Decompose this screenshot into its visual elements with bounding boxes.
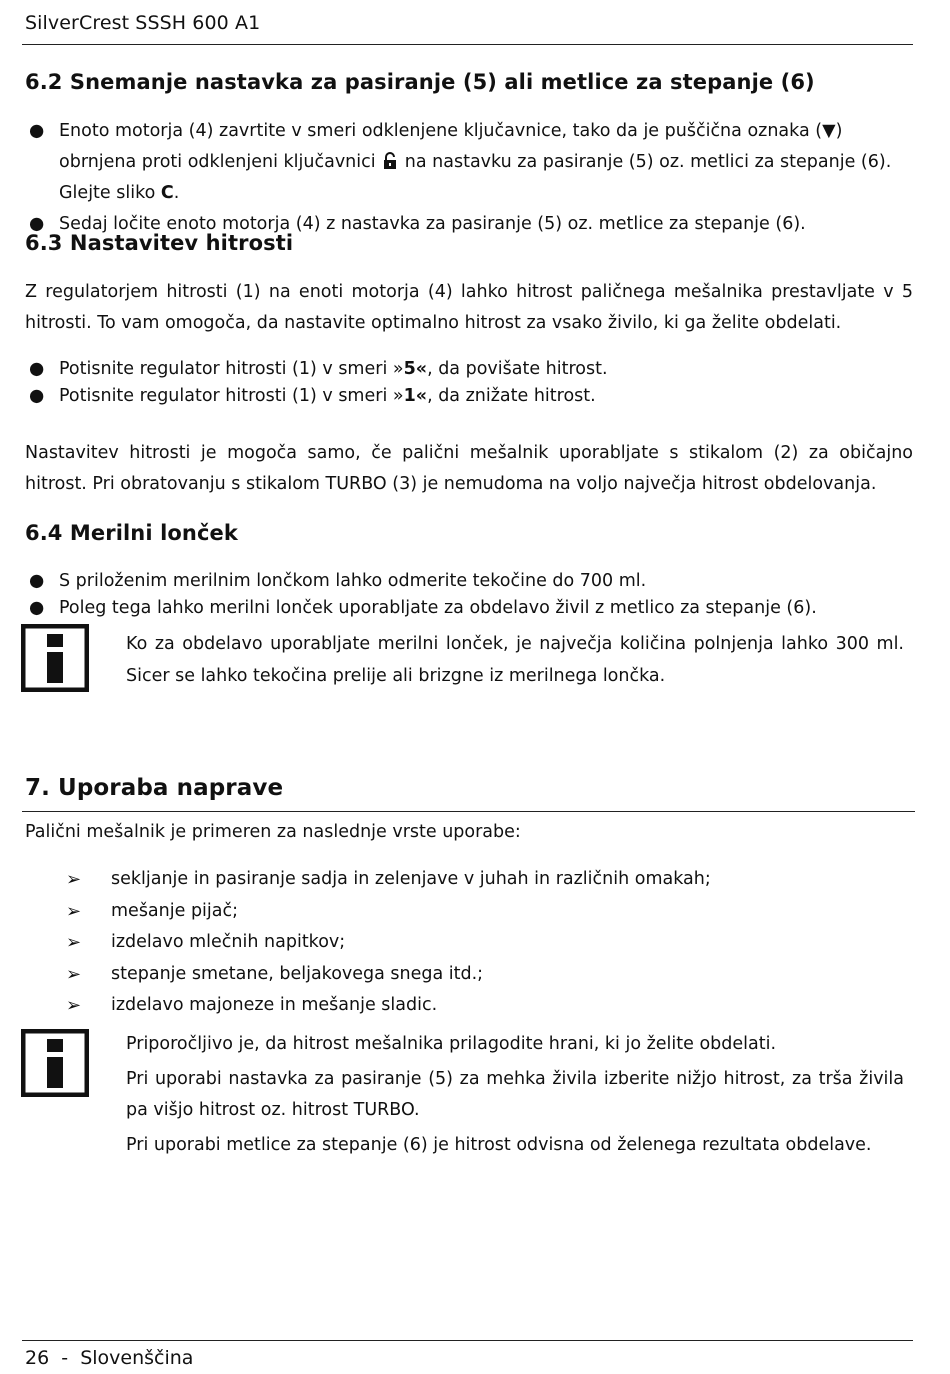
list-item	[25, 116, 913, 209]
bullet-icon: ●	[29, 214, 45, 234]
section-7-intro: Palični mešalnik je primeren za naslednje vrste uporabe:	[25, 822, 521, 842]
page-header-title: SilverCrest SSSH 600 A1	[25, 12, 261, 34]
list-item-text: , da znižate hitrost.	[427, 386, 596, 406]
unlocked-padlock-icon	[383, 152, 397, 169]
section-6-3-list	[25, 356, 913, 410]
list-item	[66, 927, 906, 959]
section-6-3-note: Nastavitev hitrosti je mogoča samo, če palični mešalnik uporabljate s stikalom (2) za običajno hitrost. Pri obratovanju s stikalom TURBO (3) je nemudoma na voljo največja hitrost obdelovanja.	[25, 443, 913, 494]
bullet-icon: ●	[29, 598, 45, 618]
section-6-3-intro: Z regulatorjem hitrosti (1) na enoti motorja (4) lahko hitrost paličnega mešalnika prestavljate v 5 hitrosti. To vam omogoča, da nastavite optimalno hitrost za vsako živilo, ki ga želite obdelati.	[25, 282, 913, 333]
section-6-3-heading: 6.3 Nastavitev hitrosti	[25, 231, 294, 255]
bullet-icon: ●	[29, 571, 45, 591]
arrow-bullet-icon: ➢	[66, 995, 82, 1016]
list-item-text: izdelavo mlečnih napitkov;	[111, 932, 346, 952]
note-text: Pri uporabi metlice za stepanje (6) je hitrost odvisna od želenega rezultata obdelave.	[126, 1134, 872, 1155]
list-item	[25, 595, 913, 622]
section-7-rule	[22, 811, 915, 812]
arrow-mark-icon: ▼	[822, 121, 836, 141]
list-item-text: izdelavo majoneze in mešanje sladic.	[111, 995, 438, 1015]
info-icon	[21, 624, 89, 692]
speed-label: 1«	[403, 386, 428, 406]
arrow-bullet-icon: ➢	[66, 900, 82, 922]
list-item-text: Sedaj ločite enoto motorja (4) z nastavka za pasiranje (5) oz. metlice za stepanje (6).	[59, 214, 806, 234]
list-item-text: Potisnite regulator hitrosti (1) v smeri »	[59, 359, 404, 379]
note-text: Ko za obdelavo uporabljate merilni lonček, je največja količina polnjenja lahko 300 ml. Sicer se lahko tekočina prelije ali brizgne iz merilnega lončka.	[126, 634, 904, 686]
info-icon	[21, 1029, 89, 1097]
list-item-text: S priloženim merilnim lončkom lahko odmerite tekočine do 700 ml.	[59, 571, 647, 591]
footer-rule	[22, 1340, 913, 1341]
list-item-text: sekljanje in pasiranje sadja in zelenjave v juhah in različnih omakah;	[111, 869, 711, 889]
header-rule	[22, 44, 913, 45]
speed-advice-note	[126, 1029, 904, 1161]
measuring-cup-note	[126, 629, 904, 692]
list-item-text: stepanje smetane, beljakovega snega itd.;	[111, 963, 484, 984]
bullet-icon: ●	[29, 121, 45, 141]
list-item	[66, 864, 906, 896]
section-6-2-list	[25, 116, 913, 240]
list-item	[25, 356, 913, 383]
arrow-bullet-icon: ➢	[66, 963, 82, 985]
section-6-4-list	[25, 568, 913, 622]
list-item-text: Enoto motorja (4) zavrtite v smeri odklenjene ključavnice, tako da je puščična oznaka (	[59, 121, 823, 141]
list-item	[66, 990, 906, 1022]
list-item-text: mešanje pijač;	[111, 900, 239, 921]
list-item-text: Poleg tega lahko merilni lonček uporabljate za obdelavo živil z metlico za stepanje (6).	[59, 598, 817, 618]
page-footer: 26 - Slovenščina	[25, 1347, 194, 1369]
list-item-text: .	[173, 183, 180, 203]
section-6-2-heading: 6.2 Snemanje nastavka za pasiranje (5) ali metlice za stepanje (6)	[25, 70, 815, 94]
note-text: Priporočljivo je, da hitrost mešalnika prilagodite hrani, ki jo želite obdelati.	[126, 1034, 777, 1054]
list-item-text: ) obrnjena proti odklenjeni ključavnici	[59, 121, 843, 172]
section-7-heading: 7. Uporaba naprave	[25, 775, 284, 801]
list-item	[66, 959, 906, 991]
bullet-icon: ●	[29, 359, 45, 379]
list-item-text: Potisnite regulator hitrosti (1) v smeri »	[59, 386, 404, 406]
note-text: Pri uporabi nastavka za pasiranje (5) za mehka živila izberite nižjo hitrost, za trša živila pa višjo hitrost oz. hitrost TURBO.	[126, 1068, 904, 1120]
bullet-icon: ●	[29, 386, 45, 406]
speed-label: 5«	[403, 359, 428, 379]
list-item	[25, 568, 913, 595]
figure-ref: C	[160, 183, 174, 203]
list-item	[66, 896, 906, 928]
arrow-bullet-icon: ➢	[66, 932, 82, 953]
list-item-text: , da povišate hitrost.	[427, 359, 608, 379]
list-item-text: na nastavku za pasiranje (5) oz. metlici za stepanje (6). Glejte sliko	[59, 152, 892, 203]
section-6-4-heading: 6.4 Merilni lonček	[25, 521, 238, 545]
list-item	[25, 383, 913, 410]
arrow-bullet-icon: ➢	[66, 869, 82, 890]
usage-list	[66, 864, 906, 1022]
